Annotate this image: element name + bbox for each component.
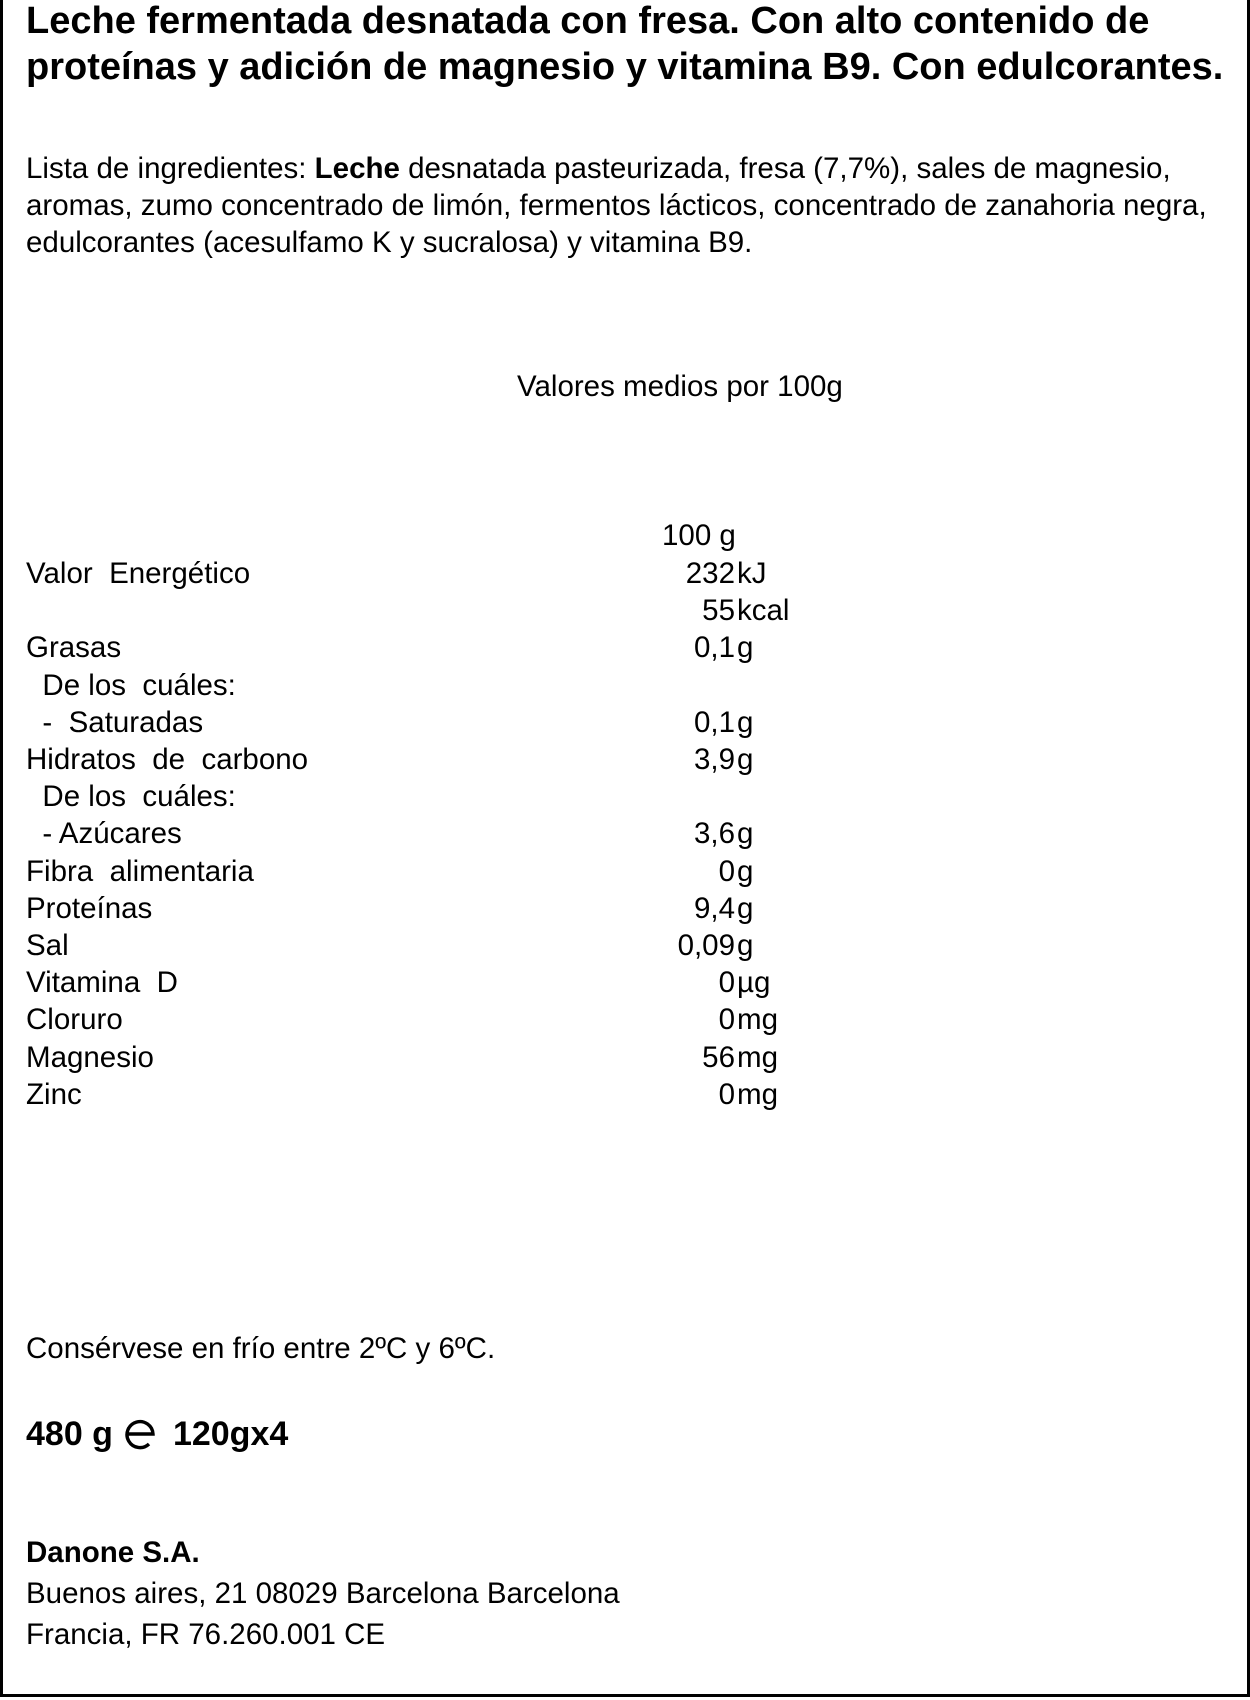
nutrient-unit: g xyxy=(737,743,754,776)
nutrition-row xyxy=(0,890,1250,927)
ingredients-prefix: Lista de ingredientes: xyxy=(26,152,315,185)
pack-format: 120gx4 xyxy=(172,1415,289,1453)
nutrition-row xyxy=(0,853,1250,890)
nutrient-name: Fibra alimentaria xyxy=(26,854,254,888)
nutrient-unit: g xyxy=(737,891,754,925)
estimated-sign-icon xyxy=(123,1416,159,1452)
nutrient-unit: kJ xyxy=(737,557,767,590)
nutrient-name: De los cuáles: xyxy=(26,780,236,814)
ingredients-bold: Leche xyxy=(314,152,400,185)
nutrition-row xyxy=(0,667,1250,704)
nutrient-amount: 3,6 xyxy=(693,817,735,851)
nutrition-row xyxy=(0,1039,1250,1076)
nutrient-amount: 0 xyxy=(718,1003,735,1037)
nutrient-unit: g xyxy=(737,854,754,888)
nutrient-unit: mg xyxy=(737,1040,778,1074)
nutrition-row xyxy=(0,592,1250,629)
nutrient-name: Vitamina D xyxy=(26,966,178,1000)
nutrition-row xyxy=(0,778,1250,815)
nutrient-amount: 55 xyxy=(702,594,735,628)
nutrient-amount: 0 xyxy=(718,1077,735,1111)
nutrient-amount: 0,1 xyxy=(693,631,735,665)
nutrient-unit: mg xyxy=(737,1003,778,1037)
nutrient-unit: kcal xyxy=(737,594,790,628)
nutrient-name: Grasas xyxy=(26,631,122,665)
nutrient-amount: 0,09 xyxy=(677,929,735,962)
company-name: Danone S.A. xyxy=(26,1536,200,1569)
nutrient-unit: g xyxy=(737,705,754,739)
nutrient-name: - Azúcares xyxy=(26,817,182,851)
company-address-line2: Francia, FR 76.260.001 CE xyxy=(26,1618,386,1651)
nutrition-column-header: 100 g xyxy=(662,519,736,552)
nutrient-name: Zinc xyxy=(26,1077,82,1111)
nutrition-row xyxy=(0,964,1250,1001)
nutrient-name: Magnesio xyxy=(26,1040,154,1074)
nutrition-row xyxy=(0,555,1250,592)
nutrient-name: Valor Energético xyxy=(26,557,251,590)
nutrition-row xyxy=(0,741,1250,778)
nutrient-name: - Saturadas xyxy=(26,705,204,739)
nutrition-row xyxy=(0,927,1250,964)
nutrient-amount: 0 xyxy=(718,966,735,1000)
nutrient-amount: 56 xyxy=(702,1040,735,1074)
nutrient-unit: µg xyxy=(737,966,771,1000)
nutrient-name: Cloruro xyxy=(26,1003,123,1037)
nutrient-name: Proteínas xyxy=(26,891,153,925)
ingredients-rest: desnatada pasteurizada, fresa (7,7%), sales de magnesio, aromas, zumo concentrado de limón, fermentos lácticos, concentrado de zanahoria negra, edulcorantes (acesulfamo K y sucralosa) y vitamina B9. xyxy=(26,152,1207,259)
nutrition-row xyxy=(0,629,1250,666)
nutrient-amount: 3,9 xyxy=(693,743,735,776)
nutrient-unit: g xyxy=(737,631,754,665)
nutrient-amount: 0 xyxy=(718,854,735,888)
nutrient-name: Sal xyxy=(26,929,69,962)
storage-instructions: Consérvese en frío entre 2ºC y 6ºC. xyxy=(26,1332,496,1365)
net-weight-value: 480 g xyxy=(26,1415,113,1453)
nutrient-unit: mg xyxy=(737,1077,778,1111)
company-address-line1: Buenos aires, 21 08029 Barcelona Barcelona xyxy=(26,1577,620,1610)
nutrient-unit: g xyxy=(737,929,754,962)
nutrient-name: De los cuáles: xyxy=(26,668,236,702)
nutrient-name: Hidratos de carbono xyxy=(26,743,309,776)
nutrient-amount: 0,1 xyxy=(693,705,735,739)
net-weight xyxy=(26,1413,288,1455)
nutrient-unit: g xyxy=(737,817,754,851)
product-title: Leche fermentada desnatada con fresa. Con alto contenido de proteínas y adición de magnesio y vitamina B9. Con edulcorantes. xyxy=(26,0,1224,88)
nutrient-amount: 232 xyxy=(685,557,735,590)
nutrition-row xyxy=(0,815,1250,852)
company-info xyxy=(26,1532,620,1655)
nutrition-row xyxy=(0,704,1250,741)
nutrient-amount: 9,4 xyxy=(693,891,735,925)
nutrition-row xyxy=(0,1001,1250,1038)
nutrition-heading: Valores medios por 100g xyxy=(517,370,843,403)
nutrition-row xyxy=(0,1076,1250,1113)
